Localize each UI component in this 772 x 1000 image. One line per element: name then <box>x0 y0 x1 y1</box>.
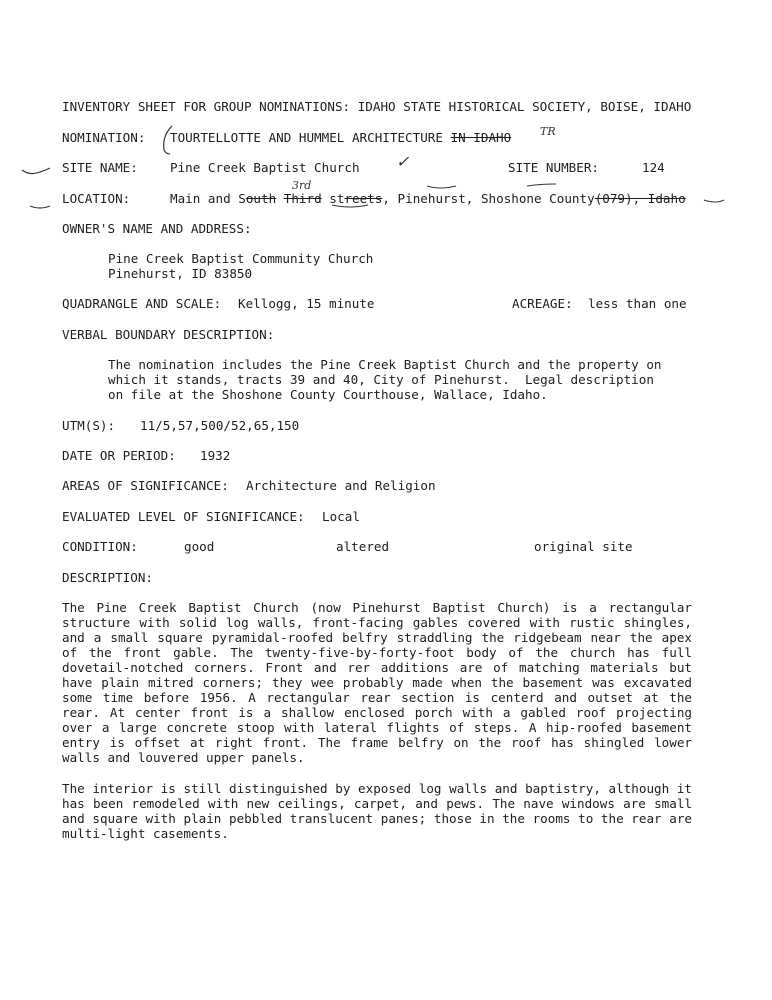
condition-good: good <box>184 539 215 554</box>
location-handwritten-3rd: 3rd <box>292 179 312 192</box>
boundary-line-2: which it stands, tracts 39 and 40, City of Pinehurst. Legal description <box>108 372 654 387</box>
margin-check-mark-1 <box>22 168 50 174</box>
condition-original-site: original site <box>534 539 633 554</box>
description-paragraph-2: The interior is still distinguished by exposed log walls and baptistry, although it has been remodeled with new ceilings, carpet, and pews. The nave windows are small and square with plain pebbled translucent panes; those in the rooms to the rear are multi-light casements. <box>62 781 692 841</box>
quadrangle-label: QUADRANGLE AND SCALE: <box>62 296 222 311</box>
location-struck-south: outh <box>245 191 277 206</box>
location-text-b: st <box>329 191 345 206</box>
location-struck-county-code: (079), Idaho <box>594 191 686 206</box>
nomination-row <box>170 130 511 145</box>
nomination-label: NOMINATION: <box>62 130 146 145</box>
site-name-value: Pine Creek Baptist Church <box>170 160 360 175</box>
description-label: DESCRIPTION: <box>62 570 153 585</box>
owner-line-1: Pine Creek Baptist Community Church <box>108 251 374 266</box>
acreage-label: ACREAGE: <box>512 296 573 311</box>
acreage-value: less than one <box>588 296 687 311</box>
utm-value: 11/5,57,500/52,65,150 <box>140 418 300 433</box>
condition-label: CONDITION: <box>62 539 138 554</box>
location-label: LOCATION: <box>62 191 131 206</box>
condition-altered: altered <box>336 539 390 554</box>
location-tick-1 <box>427 186 456 188</box>
location-text-c: , Pinehurst, Shoshone County <box>382 191 595 206</box>
site-name-label: SITE NAME: <box>62 160 138 175</box>
margin-check-mark-2 <box>30 206 50 208</box>
evaluated-value: Local <box>322 509 360 524</box>
boundary-line-3: on file at the Shoshone County Courthouse, Wallace, Idaho. <box>108 387 548 402</box>
site-number-value: 124 <box>642 160 665 175</box>
location-struck-streets: reets <box>344 191 383 206</box>
page-header: INVENTORY SHEET FOR GROUP NOMINATIONS: IDAHO STATE HISTORICAL SOCIETY, BOISE, IDAHO <box>62 99 692 114</box>
evaluated-label: EVALUATED LEVEL OF SIGNIFICANCE: <box>62 509 305 524</box>
areas-label: AREAS OF SIGNIFICANCE: <box>62 478 229 493</box>
location-text-a: Main and S <box>170 191 246 206</box>
nomination-struck: IN IDAHO <box>450 130 512 145</box>
date-label: DATE OR PERIOD: <box>62 448 176 463</box>
description-paragraph-1: The Pine Creek Baptist Church (now Pinehurst Baptist Church) is a rectangular structure with solid log walls, front-facing gables covered with rustic shingles, and a small square pyramidal-roofed belfry straddling the ridgebeam near the apex of the front gable. The twenty-five-by-forty-foot body of the church has full dovetail-notched corners. Front and rer additions are of matching materials but have plain mitred corners; they wee probably made when the basement was excavated some time before 1956. A rectangular rear section is centerd and outset at the rear. At center front is a shallow enclosed porch with a gabled roof projecting over a large concrete stoop with lateral flights of steps. A hip-roofed basement entry is offset at right front. The frame belfry on the roof has shingled lower walls and louvered upper panels. <box>62 600 692 765</box>
location-row <box>170 191 686 206</box>
site-number-label: SITE NUMBER: <box>508 160 599 175</box>
areas-value: Architecture and Religion <box>246 478 436 493</box>
site-check-mark: ✓ <box>396 152 410 171</box>
utm-label: UTM(S): <box>62 418 116 433</box>
location-struck-third: Third <box>283 191 322 206</box>
boundary-line-1: The nomination includes the Pine Creek Baptist Church and the property on <box>108 357 662 372</box>
location-tick-2 <box>527 184 556 186</box>
nomination-value: TOURTELLOTTE AND HUMMEL ARCHITECTURE <box>170 130 443 145</box>
boundary-label: VERBAL BOUNDARY DESCRIPTION: <box>62 327 275 342</box>
owner-label: OWNER'S NAME AND ADDRESS: <box>62 221 252 236</box>
location-end-arrow <box>704 200 724 202</box>
owner-line-2: Pinehurst, ID 83850 <box>108 266 253 281</box>
quadrangle-value: Kellogg, 15 minute <box>238 296 375 311</box>
date-value: 1932 <box>200 448 231 463</box>
nomination-handwritten: TR <box>540 125 556 138</box>
